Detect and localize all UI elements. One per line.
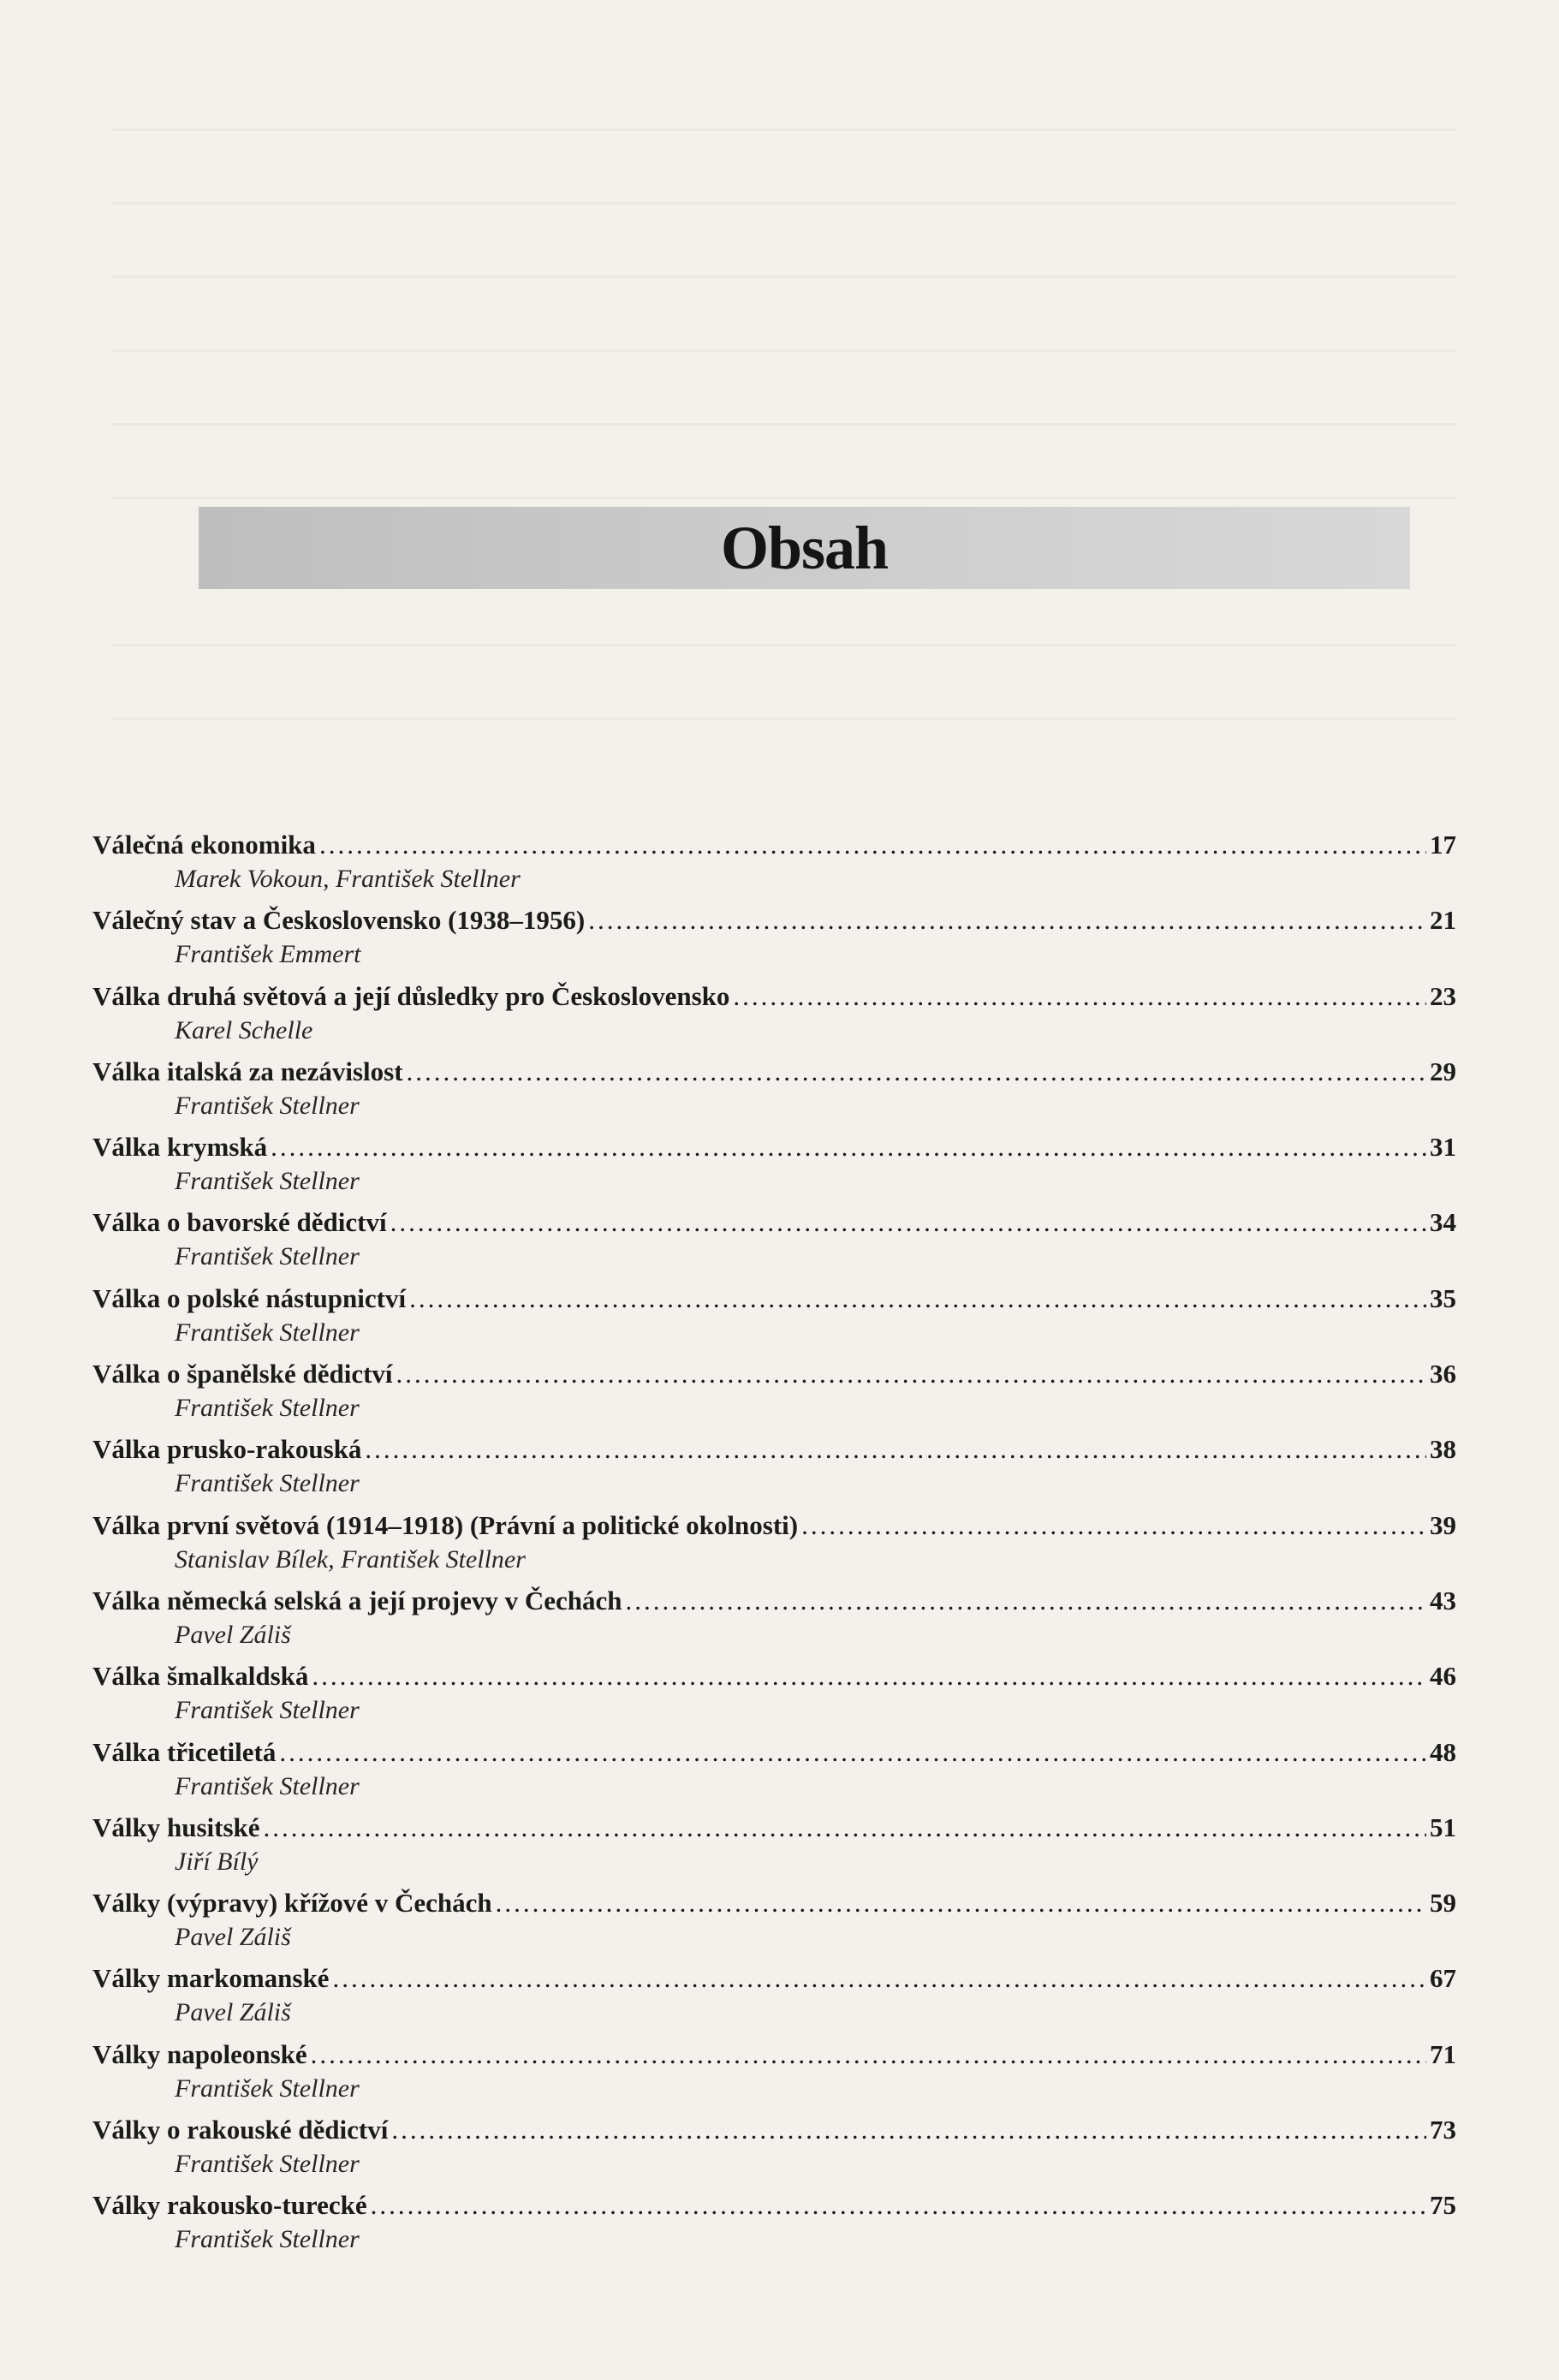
toc-line	[92, 979, 1456, 1014]
toc-page-number: 21	[1430, 905, 1456, 936]
toc-entry	[92, 828, 1456, 903]
toc-page-number: 51	[1430, 1812, 1456, 1842]
toc-line	[92, 1130, 1456, 1164]
toc-entry	[92, 1508, 1456, 1584]
toc-line	[92, 828, 1456, 862]
toc-author: František Emmert	[175, 940, 361, 969]
toc-title: Válka první světová (1914–1918) (Právní a politické okolnosti)	[92, 1509, 799, 1540]
dot-leader	[626, 1584, 1426, 1618]
dot-leader	[312, 1659, 1426, 1693]
toc-line	[92, 903, 1456, 937]
toc-author: František Stellner	[175, 2074, 360, 2103]
toc-page-number: 75	[1430, 2190, 1456, 2221]
table-of-contents	[92, 828, 1456, 2264]
dot-leader	[733, 979, 1426, 1014]
dot-leader	[271, 1130, 1426, 1164]
toc-author: František Stellner	[175, 1771, 360, 1800]
toc-author: Pavel Záliš	[175, 1998, 291, 2027]
toc-title: Války husitské	[92, 1812, 260, 1842]
toc-title: Války napoleonské	[92, 2038, 307, 2069]
toc-title: Válečný stav a Československo (1938–1956)	[92, 905, 586, 936]
toc-page-number: 43	[1430, 1585, 1456, 1615]
toc-author: Stanislav Bílek, František Stellner	[175, 1544, 526, 1574]
toc-author: František Stellner	[175, 2150, 360, 2179]
toc-entry	[92, 2038, 1456, 2113]
dot-leader	[396, 1357, 1426, 1391]
toc-title: Válka o polské nástupnictví	[92, 1282, 407, 1313]
toc-page-number: 23	[1430, 980, 1456, 1011]
dot-leader	[409, 1282, 1426, 1316]
dot-leader	[332, 1961, 1426, 1996]
toc-title: Válka italská za nezávislost	[92, 1056, 403, 1086]
toc-title: Válka druhá světová a její důsledky pro Československo	[92, 980, 730, 1011]
toc-line	[92, 2113, 1456, 2147]
toc-line	[92, 1659, 1456, 1693]
toc-author: František Stellner	[175, 1167, 360, 1196]
toc-entry	[92, 2188, 1456, 2264]
dot-leader	[390, 1205, 1426, 1240]
toc-author: František Stellner	[175, 1394, 360, 1423]
toc-entry	[92, 1961, 1456, 2037]
toc-entry	[92, 1282, 1456, 1357]
toc-title: Válka prusko-rakouská	[92, 1434, 362, 1465]
dot-leader	[391, 2113, 1426, 2147]
toc-page-number: 71	[1430, 2038, 1456, 2069]
toc-page-number: 31	[1430, 1132, 1456, 1163]
toc-author: Jiří Bílý	[175, 1847, 259, 1876]
toc-line	[92, 1055, 1456, 1089]
toc-page-number: 34	[1430, 1207, 1456, 1238]
toc-title: Válečná ekonomika	[92, 830, 316, 860]
toc-entry	[92, 1886, 1456, 1961]
dot-leader	[311, 2038, 1426, 2072]
toc-author: Marek Vokoun, František Stellner	[175, 865, 521, 893]
toc-entry	[92, 1205, 1456, 1281]
toc-author: František Stellner	[175, 1242, 360, 1271]
toc-title: Válka o španělské dědictví	[92, 1359, 393, 1389]
toc-line	[92, 2188, 1456, 2222]
page-title: Obsah	[720, 514, 889, 582]
toc-entry	[92, 1584, 1456, 1659]
toc-entry	[92, 979, 1456, 1055]
toc-entry	[92, 1659, 1456, 1734]
toc-title: Války (výpravy) křížové v Čechách	[92, 1888, 492, 1919]
toc-line	[92, 1961, 1456, 1996]
toc-page-number: 59	[1430, 1888, 1456, 1919]
dot-leader	[279, 1735, 1426, 1770]
toc-page-number: 29	[1430, 1056, 1456, 1086]
dot-leader	[264, 1811, 1426, 1845]
toc-page-number: 73	[1430, 2115, 1456, 2145]
dot-leader	[365, 1432, 1426, 1467]
dot-leader	[588, 903, 1426, 937]
toc-page-number: 48	[1430, 1736, 1456, 1767]
toc-title: Války markomanské	[92, 1963, 330, 1994]
toc-entry	[92, 1130, 1456, 1205]
toc-line	[92, 1886, 1456, 1920]
toc-page-number: 35	[1430, 1282, 1456, 1313]
dot-leader	[496, 1886, 1426, 1920]
toc-title: Válka krymská	[92, 1132, 268, 1163]
toc-page-number: 38	[1430, 1434, 1456, 1465]
toc-title: Války rakousko-turecké	[92, 2190, 367, 2221]
toc-page-number: 36	[1430, 1359, 1456, 1389]
toc-author: Karel Schelle	[175, 1015, 313, 1044]
toc-entry	[92, 903, 1456, 979]
toc-line	[92, 2038, 1456, 2072]
toc-line	[92, 1205, 1456, 1240]
toc-title: Válka třicetiletá	[92, 1736, 277, 1767]
toc-title: Válka šmalkaldská	[92, 1661, 309, 1692]
toc-entry	[92, 2113, 1456, 2188]
toc-page-number: 17	[1430, 830, 1456, 860]
toc-author: František Stellner	[175, 1696, 360, 1725]
toc-line	[92, 1508, 1456, 1543]
toc-author: František Stellner	[175, 1469, 360, 1498]
toc-line	[92, 1811, 1456, 1845]
toc-entry	[92, 1811, 1456, 1886]
dot-leader	[319, 828, 1426, 862]
toc-entry	[92, 1735, 1456, 1811]
dot-leader	[371, 2188, 1426, 2222]
toc-line	[92, 1432, 1456, 1467]
toc-author: Pavel Záliš	[175, 1620, 291, 1649]
toc-title: Války o rakouské dědictví	[92, 2115, 389, 2145]
toc-author: Pavel Záliš	[175, 1923, 291, 1952]
title-band	[199, 507, 1410, 589]
dot-leader	[801, 1508, 1426, 1543]
toc-line	[92, 1584, 1456, 1618]
toc-entry	[92, 1357, 1456, 1432]
toc-title: Válka o bavorské dědictví	[92, 1207, 387, 1238]
toc-line	[92, 1282, 1456, 1316]
toc-author: František Stellner	[175, 1318, 360, 1347]
toc-page-number: 67	[1430, 1963, 1456, 1994]
toc-page-number: 46	[1430, 1661, 1456, 1692]
toc-line	[92, 1735, 1456, 1770]
dot-leader	[407, 1055, 1426, 1089]
toc-line	[92, 1357, 1456, 1391]
toc-author: František Stellner	[175, 1091, 360, 1120]
toc-entry	[92, 1055, 1456, 1130]
toc-page-number: 39	[1430, 1509, 1456, 1540]
toc-entry	[92, 1432, 1456, 1508]
toc-author: František Stellner	[175, 2225, 360, 2254]
toc-title: Válka německá selská a její projevy v Čechách	[92, 1585, 622, 1615]
